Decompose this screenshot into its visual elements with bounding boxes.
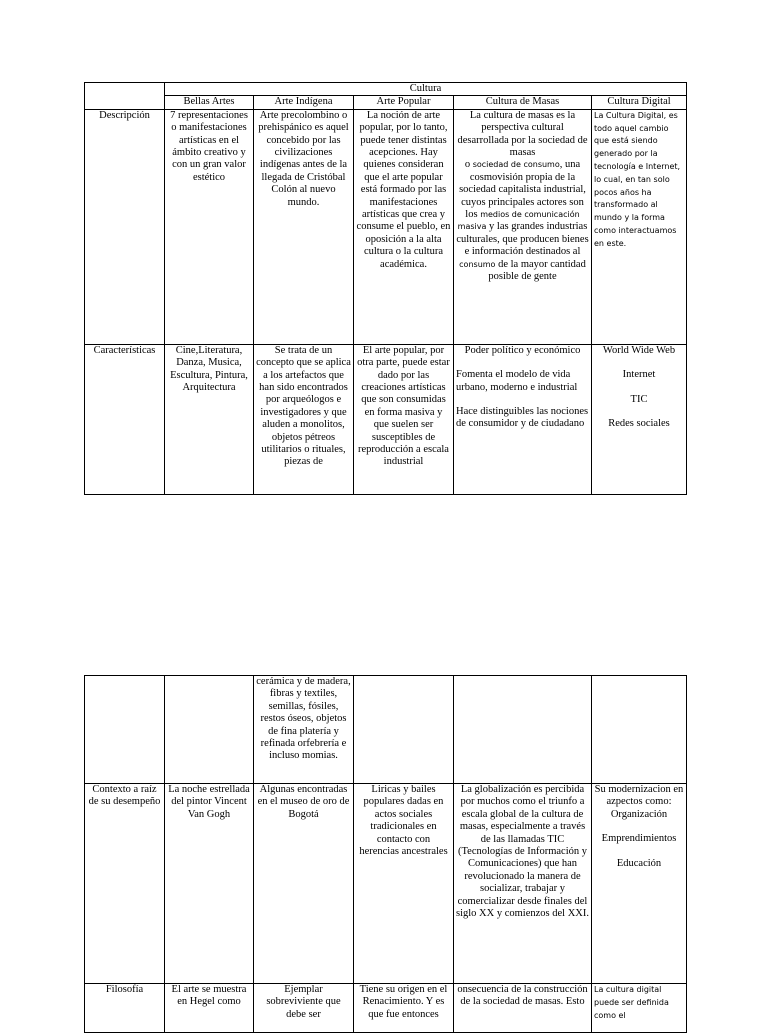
column-header-bellas-artes: Bellas Artes	[165, 96, 254, 109]
column-header-cultura-masas: Cultura de Masas	[454, 96, 592, 109]
masas-desc-sociedad-consumo: sociedad de consumo	[472, 160, 560, 170]
cell-empty	[165, 676, 254, 784]
row-label-descripcion: Descripción	[85, 109, 165, 344]
cell-filosofia-arte-indigena-text: Ejemplar sobreviviente que debe ser	[266, 984, 341, 1020]
masas-desc-text: y las grandes industrias culturales, que producen bienes e información destinados al	[456, 221, 589, 258]
column-header-cultura-digital: Cultura Digital	[592, 96, 687, 109]
masas-desc-text: , una cosmovisión propia de la sociedad capitalista industrial, cuyos principales actores son los	[459, 159, 586, 221]
cell-filosofia-bellas-artes	[165, 984, 254, 1033]
cell-contexto-bellas-artes: La noche estrellada del pintor Vincent Van Gogh	[165, 784, 254, 984]
cell-descripcion-cultura-digital: La Cultura Digital, es todo aquel cambio que está siendo generado por la tecnología e Internet, lo cual, en tan solo pocos años ha transformado al mundo y la forma como interactuamos en este.	[592, 109, 687, 344]
table-row-filosofia	[85, 984, 687, 1033]
masas-caract-2: Hace distinguibles las nociones de consumidor y de ciudadano	[456, 406, 589, 430]
digital-contexto-3: Educación	[616, 857, 662, 869]
cell-filosofia-cultura-digital-text: La cultura digital puede ser definida como el	[594, 985, 669, 1020]
culture-comparison-table-part2	[84, 675, 687, 1033]
cell-filosofia-cultura-masas-text: onsecuencia de la construcción de la sociedad de masas. Esto	[457, 984, 588, 1008]
table-row-caracteristicas	[85, 344, 687, 494]
cell-contexto-cultura-digital	[592, 784, 687, 984]
cell-caracteristicas-arte-indigena: Se trata de un concepto que se aplica a los artefactos que han sido encontrados por arqueólogos e investigadores y que aluden a monolitos, objetos pétreos utilitarios o rituales, piezas de	[254, 344, 354, 494]
digital-contexto-0: Su modernizacion en azpectos como:	[594, 784, 684, 808]
digital-contexto-1: Organización	[610, 808, 668, 820]
masas-desc-text: o	[464, 159, 473, 171]
cell-filosofia-arte-indigena	[254, 984, 354, 1033]
cell-caracteristicas-arte-indigena-cont: cerámica y de madera, fibras y textiles, semillas, fósiles, restos óseos, objetos de fina platería y refinada orfebrería e incluso momias.	[254, 676, 354, 784]
table-row-caracteristicas-cont	[85, 676, 687, 784]
table-row-contexto	[85, 784, 687, 984]
masas-desc-text: de la mayor cantidad posible de gente	[488, 258, 586, 283]
row-label-caracteristicas: Características	[85, 344, 165, 494]
digital-caract-0: World Wide Web	[602, 344, 676, 356]
cell-contexto-arte-indigena: Algunas encontradas en el museo de oro de Bogotá	[254, 784, 354, 984]
masas-desc-p1: La cultura de masas es la perspectiva cultural desarrollada por la sociedad de masas	[457, 109, 588, 159]
cell-filosofia-arte-popular-text: Tiene su origen en el Renacimiento. Y es que fue entonces	[359, 984, 448, 1020]
row-label-filosofia	[85, 984, 165, 1033]
column-header-arte-popular: Arte Popular	[354, 96, 454, 109]
cell-filosofia-bellas-artes-text: El arte se muestra en Hegel como	[171, 984, 247, 1008]
row-label-contexto: Contexto a raíz de su desempeño	[85, 784, 165, 984]
cell-contexto-cultura-masas: La globalización es percibida por muchos como el triunfo a escala global de la cultura de masas, especialmente a través de las llamadas TIC (Tecnologías de Información y Comunicaciones) que han revolucionado la manera de socializar, trabajar y comercializar desde finales del siglo XX y comienzos del XXI.	[454, 784, 592, 984]
cell-descripcion-arte-popular: La noción de arte popular, por lo tanto, puede tener distintas acepciones. Hay quienes consideran que el arte popular está formado por las manifestaciones artísticas que crea y consume el pueblo, en oposición a la alta cultura o la cultura académica.	[354, 109, 454, 344]
digital-caract-2: TIC	[630, 393, 648, 405]
cell-filosofia-arte-popular	[354, 984, 454, 1033]
cell-caracteristicas-arte-popular: El arte popular, por otra parte, puede estar dado por las creaciones artísticas que son consumidas en forma masiva y que suelen ser susceptibles de reproducción a escala industrial	[354, 344, 454, 494]
masas-desc-p2	[456, 159, 589, 283]
digital-caract-3: Redes sociales	[608, 418, 670, 430]
cell-contexto-arte-popular: Liricas y bailes populares dadas en actos sociales tradicionales en contacto con herencias ancestrales	[354, 784, 454, 984]
cell-filosofia-cultura-masas	[454, 984, 592, 1033]
masas-desc-medios: medios de comunicación masiva	[457, 210, 580, 232]
cell-empty	[454, 676, 592, 784]
digital-caract-1: Internet	[622, 369, 656, 381]
column-header-arte-indigena: Arte Indígena	[254, 96, 354, 109]
cell-caracteristicas-bellas-artes: Cine,Literatura, Danza, Musica, Escultura, Pintura, Arquitectura	[165, 344, 254, 494]
masas-caract-0: Poder político y económico	[464, 344, 581, 356]
row-label-empty	[85, 676, 165, 784]
cell-filosofia-cultura-digital	[592, 984, 687, 1033]
table-row-descripcion	[85, 109, 687, 344]
cell-empty	[354, 676, 454, 784]
cell-empty	[592, 676, 687, 784]
cell-caracteristicas-cultura-digital	[592, 344, 687, 494]
cell-descripcion-bellas-artes: 7 representaciones o manifestaciones artísticas en el ámbito creativo y con un gran valor estético	[165, 109, 254, 344]
cell-descripcion-arte-indigena: Arte precolombino o prehispánico es aquel concebido por las civilizaciones indígenas antes de la llegada de Cristóbal Colón al nuevo mundo.	[254, 109, 354, 344]
masas-caract-1: Fomenta el modelo de vida urbano, moderno e industrial	[456, 369, 578, 393]
cell-descripcion-cultura-masas	[454, 109, 592, 344]
digital-contexto-2: Emprendimientos	[601, 833, 677, 845]
cell-caracteristicas-cultura-masas	[454, 344, 592, 494]
masas-desc-consumo: consumo	[459, 259, 496, 269]
culture-comparison-table-part1	[84, 82, 687, 495]
row-label-filosofia-text: Filosofía	[105, 984, 144, 995]
corner-cell	[85, 83, 165, 110]
table-header-cultura: Cultura	[165, 83, 687, 96]
